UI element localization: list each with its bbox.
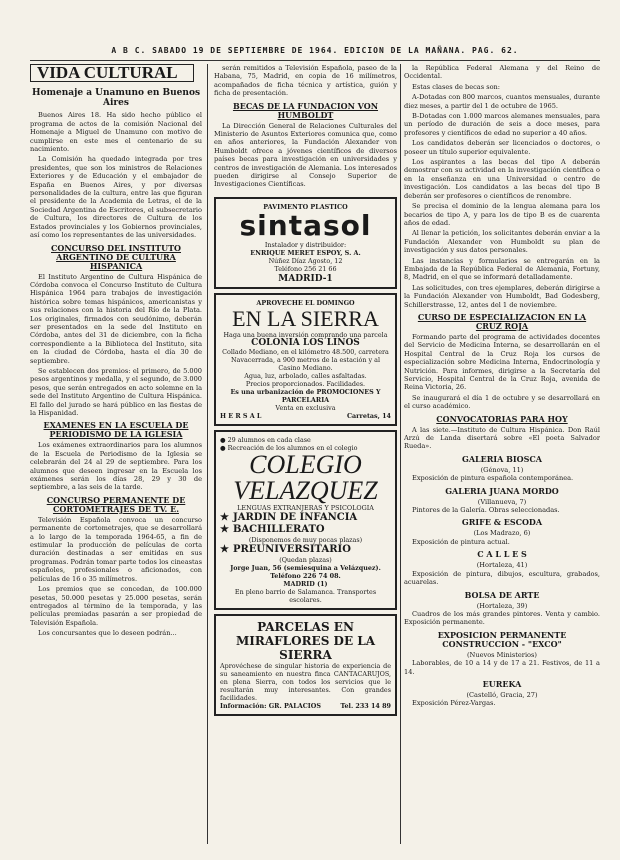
masthead-rule — [30, 60, 600, 61]
ad-sintasol-line: Teléfono 256 21 66 — [274, 264, 337, 273]
ad-sintasol-line: Instalador y distribuidor: — [264, 240, 347, 249]
headline-convocatorias: CONVOCATORIAS PARA HOY — [436, 413, 568, 424]
ad-sierra-footer-right: Carretas, 14 — [346, 411, 391, 420]
article-text: Buenos Aires 18. Ha sido hecho público el programa de actos de la comisión Nacional del Homenaje a Miguel de Unamuno con motivo de cumplirse en este mes el centenario de su nacimiento. — [30, 111, 202, 154]
gallery-name: GALERIA JUANA MORDO — [445, 485, 559, 496]
gallery-address: (Los Madrazo, 6) — [473, 529, 531, 538]
ad-colegio-address: Jorge Juan, 56 (semiesquina a Velázquez). Teléfono 226 74 08. — [230, 563, 381, 580]
headline-concurso-instituto: CONCURSO DEL INSTITUTO ARGENTINO DE CULTURA HISPANICA — [51, 242, 181, 271]
ad-sierra-footer-left: H E R S A L — [220, 411, 262, 420]
ad-miraflores-headline: PARCELAS EN MIRAFLORES DE LA SIERRA — [235, 619, 376, 662]
ad-colegio-velazquez — [214, 430, 397, 610]
gallery-address: (Hortaleza, 41) — [476, 561, 528, 570]
ad-sierra-line: Es una urbanización de PROMOCIONES Y PARCELARIA — [230, 387, 381, 404]
ad-sintasol-city: MADRID-1 — [278, 273, 333, 284]
article-text: El Instituto Argentino de Cultura Hispánica de Córdoba convoca el Concurso Instituto de Cultura Hispánica 1964 para trabajos de investigación histórica sobre temas hispánicos, americanistas y sus relaciones con la historia del Río de la Plata. Los originales, firmados con seudónimo, deberán ser presentados en la sede del Instituto en Córdoba, antes del 31 de diciembre, con la ficha correspondiente a la Biblioteca del Instituto, sita en la ciudad de Córdoba, hasta el día 30 de septiembre. — [30, 272, 202, 365]
ad-colegio-item-label: BACHILLERATO — [232, 523, 325, 535]
ad-sintasol-line: ENRIQUE MERET ESPOY, S. A. — [250, 248, 361, 257]
headline-examenes: EXAMENES EN LA ESCUELA DE PERIODISMO DE LA IGLESIA — [43, 420, 189, 440]
star-icon: ★ — [220, 543, 229, 555]
ad-sintasol-line: Núñez Díaz Agosto, 12 — [268, 256, 343, 265]
ad-miraflores — [214, 614, 397, 716]
column-2 — [214, 64, 397, 720]
ad-colegio-note: (Quedan plazas) — [279, 555, 332, 564]
ad-colegio-city: MADRID (1) — [283, 579, 328, 588]
gallery-address: (Villanueva, 7) — [477, 497, 527, 506]
ad-sintasol-top: PAVIMENTO PLASTICO — [263, 202, 348, 211]
ad-colegio-brand: VELAZQUEZ — [233, 475, 378, 505]
ad-sierra-top: APROVECHE EL DOMINGO — [256, 299, 355, 308]
column-divider-1 — [207, 64, 208, 844]
ad-colegio-item — [220, 524, 391, 536]
ad-colegio-brand: COLEGIO — [249, 449, 362, 479]
gallery-name: C A L L E S — [477, 549, 527, 560]
article-text: Formando parte del programa de actividades docentes del Servicio de Medicina Interna, se desarrollarán en el Hospital Central de la Cruz Roja los cursos de especialización sobre Medicina Interna, Endocrinología y Nutrición. Para informes, dirigirse a la Secretaría del Servicio, Hospital Central de la Cruz Roja, avenida de Reina Victoria, 26. — [404, 332, 600, 392]
ad-miraflores-footer — [220, 702, 391, 710]
gallery-address: (Génova, 11) — [480, 465, 524, 474]
article-text: Televisión Española convoca un concurso permanente de cortometrajes, que se desarrollará a lo largo de la temporada 1964-65, a fin de estimular la producción de películas de corta duración destinadas a ser emitidas en sus programas. Podrán tomar parte todos los cineastas españoles, profesionales o aficionados, con películas de 16 o 35 milímetros. — [30, 515, 202, 583]
article-text: A las siete.—Instituto de Cultura Hispánica. Don Raúl Arzú de Landa disertará sobre «El poeta Salvador Rueda». — [404, 425, 600, 451]
ad-miraflores-footer-left: Información: GR. PALACIOS — [220, 701, 321, 710]
article-text: A-Dotadas con 800 marcos, cuantos mensuales, durante diez meses, a partir del 1 de octubre de 1965. — [404, 93, 600, 110]
ad-colegio-item-label: JARDIN DE INFANCIA — [232, 511, 358, 523]
gallery-name: GALERIA BIOSCA — [462, 453, 542, 464]
ad-miraflores-body: Aprovéchese de singular historia de experiencia de su saneamiento en nuestra finca CANTACARUJOS, en plena Sierra, con todos los servicios que le resultarán muy interesantes. Con grandes facilidades. — [220, 661, 391, 702]
star-icon: ★ — [220, 511, 229, 523]
column-1 — [30, 64, 202, 640]
ad-colegio-item — [220, 544, 391, 556]
gallery-info: Pintores de la Galería. Obras seleccionadas. — [412, 506, 560, 515]
headline-unamuno: Homenaje a Unamuno en Buenos Aires — [31, 88, 201, 109]
gallery-info: Exposición Pérez-Vargas. — [412, 699, 496, 708]
ad-sierra-line: Haga una buena inversión comprando una parcela — [223, 331, 388, 340]
gallery-info: Cuadros de los más grandes pintores. Venta y cambio. Exposición permanente. — [404, 609, 600, 627]
gallery-info: Exposición de pintura actual. — [412, 537, 510, 546]
ad-colegio-bullet-text: 29 alumnos en cada clase — [227, 435, 311, 444]
ad-sierra-line: Agua, luz, arbolado, calles asfaltadas. — [244, 371, 367, 380]
gallery-info: Laborables, de 10 a 14 y de 17 a 21. Festivos, de 11 a 14. — [404, 659, 600, 676]
ad-colegio-bullet: ● 29 alumnos en cada clase — [220, 435, 311, 444]
ad-sierra-line: Collado Mediano, en el kilómetro 48.500, carretera Navacerrada, a 900 metros de la estación y al Casino Mediano. — [222, 347, 389, 372]
gallery-name: GRIFE & ESCODA — [461, 517, 543, 528]
ad-sintasol-brand: sintasol — [239, 208, 372, 242]
section-title: VIDA CULTURAL — [30, 64, 194, 82]
ad-sierra-name: COLONIA LOS LINOS — [251, 338, 360, 349]
article-text: Los concursantes que lo deseen podrán... — [38, 629, 177, 638]
article-text: Las solicitudes, con tres ejemplares, deberán dirigirse a la Fundación Alexander von Humboldt, Bad Godesberg, Schillerstrasse, 12, antes del 1 de noviembre. — [404, 283, 600, 309]
ad-colegio-foot: En pleno barrio de Salamanca. Transportes escolares. — [234, 587, 377, 604]
gallery-info: Exposición de pintura, dibujos, escultura, grabados, acuarelas. — [404, 569, 600, 587]
gallery-name: BOLSA DE ARTE — [464, 589, 540, 600]
ad-sierra-footer — [220, 412, 391, 420]
article-text: B-Dotadas con 1.000 marcos alemanes mensuales, para un período de duración de seis a doce meses, para profesores y científicos de edad no superior a 40 años. — [404, 112, 600, 137]
ad-sierra-line: Venta en exclusiva — [275, 403, 336, 412]
ad-sierra-line: Precios proporcionados. Facilidades. — [245, 379, 366, 388]
article-text: Se precisa el dominio de la lengua alemana para los becarios de tipo A, y para los de tipo B es de cuarenta años de edad. — [404, 202, 600, 227]
gallery-info: Exposición de pintura española contemporánea. — [412, 474, 574, 483]
gallery-name: EXPOSICION PERMANENTE CONSTRUCCION - "EXCO" — [437, 629, 567, 649]
column-3 — [404, 64, 600, 710]
ad-colegio-bullet: ● Recreación de los alumnos en el colegio — [220, 443, 358, 452]
article-text: Los premios que se concedan, de 100.000 pesetas, 50.000 pesetas y 25.000 pesetas, serán entregados al término de la temporada, y las películas premiadas pasarán a ser propiedad de Televisión Española. — [30, 585, 202, 627]
ad-miraflores-footer-right: Tel. 233 14 89 — [340, 701, 391, 710]
article-text: Se establecen dos premios: el primero, de 5.000 pesos argentinos y medalla, y el segundo, de 3.000 pesos, que serán entregados en acto solemne en la sede del Instituto Argentino de Cultura Hispánica. El fallo del jurado se hará público en las fiestas de la Hispanidad. — [30, 366, 202, 417]
article-text: Estas clases de becas son: — [412, 82, 501, 91]
article-text: la República Federal Alemana y del Reino de Occidental. — [404, 64, 600, 81]
article-text: Al llenar la petición, los solicitantes deberán enviar a la Fundación Alexander von Humboldt su plan de investigación y sus datos personales. — [404, 229, 600, 255]
article-text: Los exámenes extraordinarios para los alumnos de la Escuela de Periodismo de la Iglesia se celebrarán del 24 al 29 de septiembre. Para los alumnos que deseen ingresar en la Escuela los exámenes serán los días 28, 29 y 30 de septiembre, a las seis de la tarde. — [30, 441, 202, 492]
article-text: Se inaugurará el día 1 de octubre y se desarrollará en el curso académico. — [404, 393, 600, 411]
gallery-address: (Hortaleza, 39) — [476, 601, 528, 610]
gallery-address: (Castelló, Gracia, 27) — [466, 690, 538, 699]
article-text: Los candidatos deberán ser licenciados o doctores, o poseer un título superior equivalente. — [404, 139, 600, 156]
headline-becas-humboldt: BECAS DE LA FUNDACION VON HUMBOLDT — [232, 100, 379, 120]
ad-colegio-item-label: PREUNIVERSITARIO — [232, 543, 351, 555]
ad-colegio-bullet-text: Recreación de los alumnos en el colegio — [227, 443, 358, 452]
masthead: A B C. SABADO 19 DE SEPTIEMBRE DE 1964. EDICION DE LA MAÑANA. PAG. 62. — [111, 46, 519, 55]
column-divider-2 — [400, 64, 401, 844]
star-icon: ★ — [220, 523, 229, 535]
article-text: La Dirección General de Relaciones Culturales del Ministerio de Asuntos Exteriores comunica que, como en años anteriores, la Fundación Alexander von Humboldt ofrece a jóvenes científicos de diversos países becas para investigación en universidades y centros de investigación de Alemania. Los interesados pueden dirigirse al Consejo Superior de Investigaciones Científicas. — [214, 121, 397, 189]
ad-sintasol — [214, 197, 397, 289]
gallery-address: (Nuevos Ministerios) — [466, 650, 537, 659]
ad-colegio-item — [220, 512, 391, 524]
headline-curso-cruz-roja: CURSO DE ESPECIALIZACION EN LA CRUZ ROJA — [417, 311, 587, 331]
article-text: Los aspirantes a las becas del tipo A deberán demostrar con su actividad en la investigación científica o en la enseñanza en una Universidad o centro de investigación. Los candidatos a las becas del tipo B deberán ser profesores o científicos de renombre. — [404, 158, 600, 200]
ad-sierra — [214, 293, 397, 425]
headline-cortometrajes: CONCURSO PERMANENTE DE CORTOMETRAJES DE TV. E. — [46, 494, 186, 514]
article-text: Las instancias y formularios se entregarán en la Embajada de la República Federal de Alemania, Fortuny, 8, Madrid, en el que se informará detalladamente. — [404, 256, 600, 282]
ad-sierra-headline: EN LA SIERRA — [232, 306, 379, 332]
article-text: La Comisión ha quedado integrada por tres presidentes, que son los ministros de Relaciones Exteriores y de Educación y el embajador de España en Buenos Aires, y por diversas personalidades de la cultura, entre las que figuran el presidente de la Academia de Letras, el de la Sociedad Argentina de Escritores, el subsecretario de Cultura, los directores de Cultura de los Estados provinciales y los Gobiernos provinciales, así como los representantes de las universidades. — [30, 155, 202, 240]
ad-colegio-note: (Disponemos de muy pocas plazas) — [248, 535, 363, 544]
article-text: serán remitidos a Televisión Española, paseo de la Habana, 75, Madrid, en copia de 16 milímetros, acompañados de ficha técnica y artística, guión y ficha de presentación. — [214, 64, 397, 98]
gallery-name: EUREKA — [482, 678, 522, 689]
ad-colegio-tag: LENGUAS EXTRANJERAS Y PSICOLOGIA — [237, 503, 374, 512]
